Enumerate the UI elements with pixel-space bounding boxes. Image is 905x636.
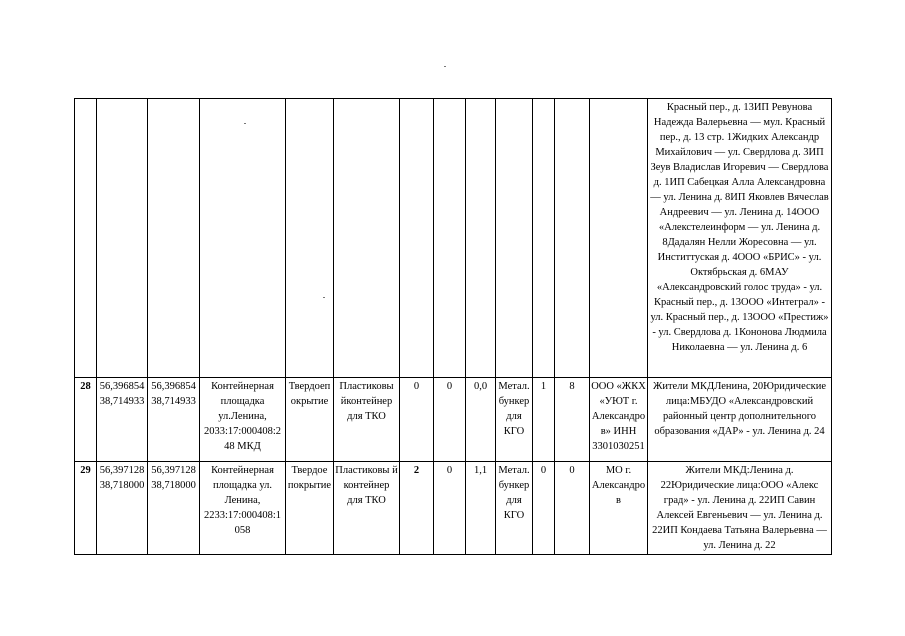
cell-lat — [97, 99, 148, 378]
cell-qty-b: 0 — [434, 378, 466, 462]
cell-qty-a: 0 — [400, 378, 434, 462]
cell-owner: МО г. Александро в — [590, 462, 648, 555]
cell-owner — [590, 99, 648, 378]
cell-qty-a: 2 — [400, 462, 434, 555]
cell-qty-c: 0 — [533, 462, 555, 555]
cell-qty-b: 0 — [434, 462, 466, 555]
cell-num — [75, 99, 97, 378]
cell-volume — [466, 99, 496, 378]
cell-lon: 56,397128 38,718000 — [148, 462, 200, 555]
table-row — [75, 462, 832, 555]
cell-container: Пластиковы йконтейнер для ТКО — [334, 378, 400, 462]
cell-address: Контейнерная площадка ул. Ленина, 2233:17:000408:1 058 — [200, 462, 286, 555]
table-row — [75, 378, 832, 462]
cell-address — [200, 99, 286, 378]
cell-owner: ООО «ЖКХ «УЮТ г. Александро в» ИНН 3301030251 — [590, 378, 648, 462]
cell-container — [334, 99, 400, 378]
cell-bunker: Метал. бункер для КГО — [496, 462, 533, 555]
table-row-continuation — [75, 99, 832, 378]
cell-address: Контейнерная площадка ул.Ленина, 2033:17:000408:2 48 МКД — [200, 378, 286, 462]
cell-qty-b — [434, 99, 466, 378]
cell-lat: 56,397128 38,718000 — [97, 462, 148, 555]
cell-waste-sources: Жители МКДЛенина, 20Юридические лица:МБУДО «Александровский районный центр дополнительного образования «ДАР» - ул. Ленина д. 24 — [648, 378, 832, 462]
cell-qty-d — [555, 99, 590, 378]
scan-speck — [444, 66, 446, 67]
cell-bunker: Метал. бункер для КГО — [496, 378, 533, 462]
waste-site-registry-table — [74, 98, 832, 555]
cell-waste-sources: Жители МКД:Ленина д. 22Юридические лица:ООО «Алекс град» - ул. Ленина д. 22ИП Савин Алексей Евгеньевич — ул. Ленина д. 22ИП Кондаева Татьяна Валерьевна — ул. Ленина д. 22 — [648, 462, 832, 555]
cell-lon: 56,396854 38,714933 — [148, 378, 200, 462]
cell-qty-c — [533, 99, 555, 378]
cell-surface: Твердое покрытие — [286, 462, 334, 555]
cell-volume: 1,1 — [466, 462, 496, 555]
cell-qty-c: 1 — [533, 378, 555, 462]
cell-volume: 0,0 — [466, 378, 496, 462]
cell-num: 28 — [75, 378, 97, 462]
cell-surface: Твердоеп окрытие — [286, 378, 334, 462]
cell-qty-d: 8 — [555, 378, 590, 462]
cell-waste-sources: Красный пер., д. 13ИП Ревунова Надежда Валерьевна — мул. Красный пер., д. 13 стр. 1Жидких Александр Михайлович — ул. Свердлова д. 3ИП Зеув Владислав Игоревич — Свердлова д. 1ИП Сабецкая Алла Александровна — ул. Ленина д. 8ИП Яковлев Вячеслав Андреевич — ул. Ленина д. 14ООО «Алекстелеинформ — ул. Ленина д. 8Дадалян Нелли Жоресовна — ул. Инститтуская д. 4ООО «БРИС» - ул. Октябрьская д. 6МАУ «Александровский голос труда» - ул. Красный пер., д. 13ООО «Интеграл» - ул. Красный пер., д. 13ООО «Престиж» - ул. Свердлова д. 1Кононова Людмила Николаевна — ул. Ленина д. 6 — [648, 99, 832, 378]
cell-qty-a — [400, 99, 434, 378]
cell-qty-d: 0 — [555, 462, 590, 555]
cell-num: 29 — [75, 462, 97, 555]
cell-surface — [286, 99, 334, 378]
cell-bunker — [496, 99, 533, 378]
cell-lat: 56,396854 38,714933 — [97, 378, 148, 462]
cell-container: Пластиковы й контейнер для ТКО — [334, 462, 400, 555]
cell-lon — [148, 99, 200, 378]
